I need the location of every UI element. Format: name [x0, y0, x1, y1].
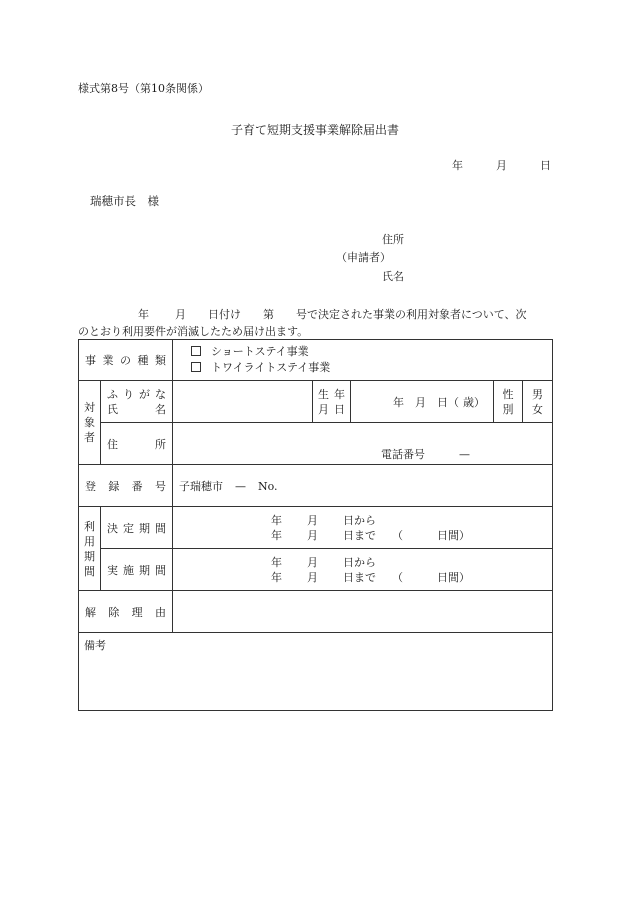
- date-year-label: 年: [452, 159, 463, 172]
- application-form-table: [78, 339, 553, 711]
- gender-female[interactable]: 女: [532, 402, 544, 416]
- usage-period-label: 利 用 期 間: [79, 507, 101, 591]
- intro-number-prefix: 第: [263, 308, 274, 321]
- cancel-reason-input[interactable]: [173, 591, 553, 633]
- remarks-cell[interactable]: [79, 633, 553, 711]
- name-input-cell[interactable]: [173, 381, 313, 423]
- implementation-period-input[interactable]: 年 月 日から 年 月 日まで （ 日間）: [173, 549, 553, 591]
- applicant-address-label: 住所: [382, 233, 404, 246]
- option-twilight-stay[interactable]: トワイライトステイ事業: [191, 360, 552, 376]
- remarks-label: 備考: [84, 639, 106, 652]
- intro-line-1: [78, 306, 527, 322]
- address-input-cell[interactable]: [173, 423, 553, 465]
- applicant-name-label: 氏名: [382, 270, 404, 283]
- date-day-label: 日: [540, 159, 551, 172]
- submission-date: [452, 157, 551, 173]
- gender-male[interactable]: 男: [532, 387, 544, 401]
- target-person-label: 対 象 者: [79, 381, 101, 465]
- phone-label: 電話番号: [381, 448, 425, 461]
- form-number: 様式第8号（第10条関係）: [78, 82, 209, 95]
- service-options-cell: [173, 340, 553, 381]
- gender-label: 性 別: [494, 381, 523, 423]
- phone-dash: —: [459, 448, 470, 461]
- intro-month: 月: [175, 308, 186, 321]
- addressee: 瑞穂市長 様: [90, 194, 159, 208]
- intro-line-2: のとおり利用要件が消滅したため届け出ます。: [78, 325, 309, 338]
- birth-date-label: 生 年 月 日: [313, 381, 351, 423]
- registration-label: 登 録 番 号: [79, 465, 173, 507]
- option-short-stay[interactable]: ショートステイ事業: [191, 344, 552, 360]
- cancel-reason-label: 解 除 理 由: [79, 591, 173, 633]
- decision-period-label: 決 定 期 間: [101, 507, 173, 549]
- gender-options[interactable]: [523, 381, 553, 423]
- service-type-label-cell: 事 業 の 種 類: [79, 340, 173, 381]
- decision-period-input[interactable]: 年 月 日から 年 月 日まで （ 日間）: [173, 507, 553, 549]
- date-month-label: 月: [496, 159, 507, 172]
- registration-input[interactable]: 子瑞穂市 — No.: [173, 465, 553, 507]
- intro-year: 年: [138, 308, 149, 321]
- intro-dated: 日付け: [208, 308, 241, 321]
- checkbox-short-stay[interactable]: [191, 346, 201, 356]
- birth-date-input[interactable]: 年 月 日（ 歳）: [351, 381, 494, 423]
- furigana-name-label: ふ り が な 氏 名: [101, 381, 173, 423]
- checkbox-twilight-stay[interactable]: [191, 362, 201, 372]
- intro-text: 号で決定された事業の利用対象者について、次: [296, 308, 527, 321]
- address-label: 住 所: [101, 423, 173, 465]
- implementation-period-label: 実 施 期 間: [101, 549, 173, 591]
- applicant-label: （申請者）: [336, 251, 391, 264]
- document-title: 子育て短期支援事業解除届出書: [230, 123, 399, 137]
